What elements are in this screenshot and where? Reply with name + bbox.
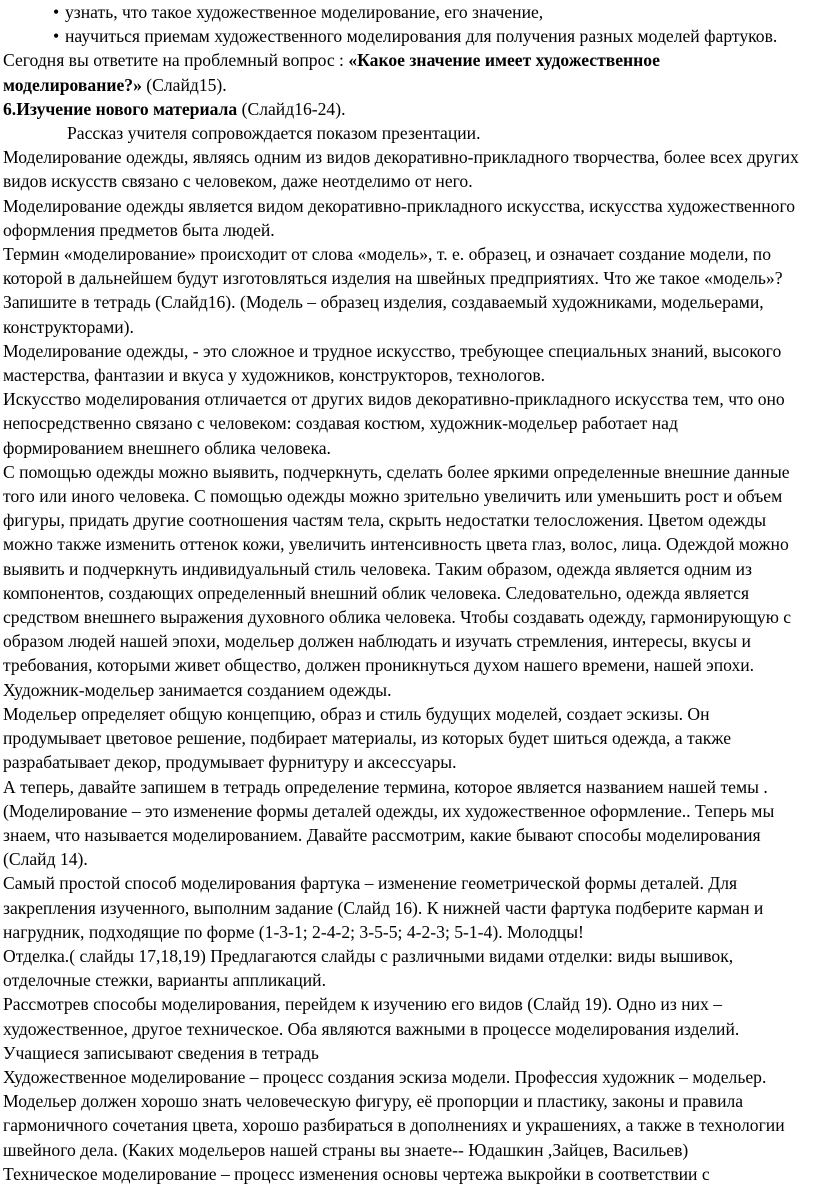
paragraph: Модельер определяет общую концепцию, образ и стиль будущих моделей, создает эскизы. Он продумывает цветовое решение, подбирает материалы, из которых будет шиться одежда, а также разрабатывает декор, продумывает фурнитуру и аксессуары. <box>3 703 732 773</box>
paragraph: Техническое моделирование – процесс изменения основы чертежа выкройки в соответствии с <box>3 1163 710 1184</box>
bullet-mark: • <box>53 26 60 47</box>
section-heading: 6.Изучение нового материала <box>3 98 238 119</box>
paragraph: А теперь, давайте запишем в тетрадь определение термина, которое является названием нашей темы . (Моделирование – это изменение формы деталей одежды, их художественное оформление.. Теперь мы знаем, что называется моделированием. Давайте рассмотрим, какие бывают способы моделирования (Слайд 14). <box>3 776 775 870</box>
paragraph: Художник-модельер занимается созданием одежды. <box>3 679 392 700</box>
paragraph: Моделирование одежды, - это сложное и трудное искусство, требующее специальных знаний, высокого мастерства, фантазии и вкуса у художников, конструкторов, технологов. <box>3 340 782 386</box>
paragraph: Моделирование одежды является видом декоративно-прикладного искусства, искусства художественного оформления предметов быта людей. <box>3 195 796 240</box>
paragraph: Отделка.( слайды 17,18,19) Предлагаются слайды с различными видами отделки: виды вышивок, отделочные стежки, варианты аппликаций. <box>3 945 734 991</box>
goal-bullet-1 <box>3 0 800 24</box>
problem-question: «Какое значение имеет художественное моделирование?» <box>3 50 660 95</box>
goal-bullet-2 <box>3 24 800 48</box>
paragraph: Моделирование одежды, являясь одним из видов декоративно-прикладного творчества, более всех других видов искусств связано с человеком, даже неотделимо от него. <box>3 147 799 192</box>
paragraph: Рассказ учителя сопровождается показом презентации. <box>67 123 481 144</box>
bullet-mark: • <box>53 2 60 22</box>
paragraph: Самый простой способ моделирования фартука – изменение геометрической формы деталей. Для закрепления изученного, выполним задание (Слайд 16). К нижней части фартука подберите карман и нагрудник, подходящие по форме (1-3-1; 2-4-2; 3-5-5; 4-2-3; 5-1-4). Молодцы! <box>3 873 764 942</box>
problem-question-paragraph <box>3 48 800 96</box>
section-heading-paragraph <box>3 97 800 121</box>
goal-text: узнать, что такое художественное моделирование, его значение, <box>65 2 544 22</box>
section-slide-ref: (Слайд16-24). <box>237 98 346 119</box>
paragraph: С помощью одежды можно выявить, подчеркнуть, сделать более яркими определенные внешние данные того или иного человека. С помощью одежды можно зрительно увеличить или уменьшить рост и объем фигуры, придать другие соотношения частям тела, скрыть недостатки телосложения. Цветом одежды можно также изменить оттенок кожи, увеличить интенсивность цвета глаз, волос, лица. Одеждой можно выявить и подчеркнуть индивидуальный стиль человека. Таким образом, одежда является одним из компонентов, создающих определенный внешний облик человека. Следовательно, одежда является средством внешнего выражения духовного облика человека. Чтобы создавать одежду, гармонирующую с образом людей нашей эпохи, модельер должен наблюдать и изучать стремления, интересы, вкусы и требования, которыми живет общество, должен проникнуться духом нашего времени, нашей эпохи. <box>3 461 792 676</box>
problem-lead: Сегодня вы ответите на проблемный вопрос : <box>3 50 349 71</box>
goal-text: научиться приемам художественного моделирования для получения разных моделей фартуков. <box>65 26 778 47</box>
problem-slide-ref: (Слайд15). <box>141 74 227 95</box>
paragraph: Термин «моделирование» происходит от слова «модель», т. е. образец, и означает создание модели, по которой в дальнейшем будут изготовляться изделия на швейных предприятиях. Что же такое «модель»? Запишите в тетрадь (Слайд16). (Модель – образец изделия, создаваемый художниками, модельерами, конструкторами). <box>3 244 783 337</box>
paragraph: Искусство моделирования отличается от других видов декоративно-прикладного искусства тем, что оно непосредственно связано с человеком: создавая костюм, художник-модельер работает над формированием внешнего облика человека. <box>3 389 785 458</box>
paragraph: Рассмотрев способы моделирования, перейдем к изучению его видов (Слайд 19). Одно из них – художественное, другое техническое. Оба являются важными в процессе моделирования изделий. Учащиеся записывают сведения в тетрадь <box>3 994 740 1063</box>
paragraph: Художественное моделирование – процесс создания эскиза модели. Профессия художник – модельер. Модельер должен хорошо знать человеческую фигуру, её пропорции и пластику, законы и правила гармоничного сочетания цвета, хорошо разбираться в дополнениях и украшениях, а также в технологии швейного дела. (Каких модельеров нашей страны вы знаете-- Юдашкин ,Зайцев, Васильев) <box>3 1066 785 1160</box>
